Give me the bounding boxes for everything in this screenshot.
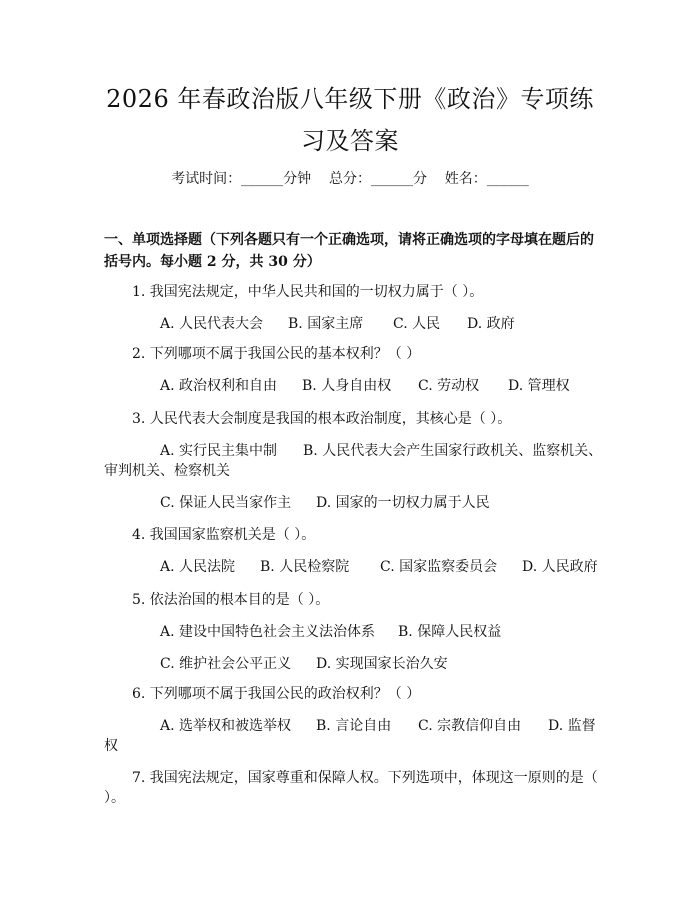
option-a: A. 人民代表大会 <box>160 316 264 332</box>
option-d: D. 实现国家长治久安 <box>316 656 448 672</box>
question-6 <box>104 684 604 704</box>
option-a: A. 建设中国特色社会主义法治体系 <box>160 624 376 640</box>
option-b: B. 保障人民权益 <box>398 624 502 640</box>
option-a: A. 实行民主集中制 <box>160 443 278 459</box>
option-c: C. 国家监察委员会 <box>380 559 498 575</box>
option-a: A. 人民法院 <box>160 559 236 575</box>
question-stem: 1. 我国宪法规定，中华人民共和国的一切权力属于（ ）。 <box>132 284 484 300</box>
question-stem: 5. 依法治国的根本目的是（ ）。 <box>132 592 330 608</box>
document-title: 2026 年春政治版八年级下册《政治》专项练习及答案 <box>106 85 594 155</box>
question-2 <box>104 344 604 364</box>
option-a: A. 政治权利和自由 <box>160 378 278 394</box>
option-a: A. 选举权和被选举权 <box>160 718 292 734</box>
question-stem: 6. 下列哪项不属于我国公民的政治权利？（ ） <box>132 686 421 702</box>
option-b: B. 言论自由 <box>316 718 392 734</box>
option-c: C. 维护社会公平正义 <box>160 656 292 672</box>
option-b: B. 人民代表大会产生国家行政机关、监察机关、审判机关、检察机关 <box>104 443 603 479</box>
question-stem: 3. 人民代表大会制度是我国的根本政治制度，其核心是（ ）。 <box>132 411 512 427</box>
option-d: D. 管理权 <box>508 378 570 394</box>
question-5 <box>104 590 604 610</box>
question-stem: 4. 我国国家监察机关是（ ）。 <box>132 527 316 543</box>
exam-info-line: 考试时间：______分钟 总分：______分 姓名：______ <box>171 171 529 187</box>
option-b: B. 人身自由权 <box>302 378 392 394</box>
option-d: D. 人民政府 <box>522 559 598 575</box>
option-c: C. 劳动权 <box>418 378 480 394</box>
option-c: C. 宗教信仰自由 <box>418 718 522 734</box>
question-1 <box>104 282 604 302</box>
question-stem: 7. 我国宪法规定，国家尊重和保障人权。下列选项中，体现这一原则的是（ ）。 <box>104 770 598 806</box>
option-c: C. 保证人民当家作主 <box>160 495 292 511</box>
question-stem: 2. 下列哪项不属于我国公民的基本权利？（ ） <box>132 346 421 362</box>
question-3 <box>104 409 604 429</box>
option-b: B. 人民检察院 <box>260 559 350 575</box>
question-7 <box>104 768 604 808</box>
section-heading: 一、单项选择题（下列各题只有一个正确选项，请将正确选项的字母填在题后的括号内。每小题 2 分，共 30 分） <box>104 232 594 270</box>
option-b: B. 国家主席 <box>288 316 364 332</box>
option-d: D. 国家的一切权力属于人民 <box>316 495 490 511</box>
option-c: C. 人民 <box>393 316 441 332</box>
question-4 <box>104 525 604 545</box>
option-d: D. 监督权 <box>104 718 596 754</box>
option-d: D. 政府 <box>467 316 515 332</box>
